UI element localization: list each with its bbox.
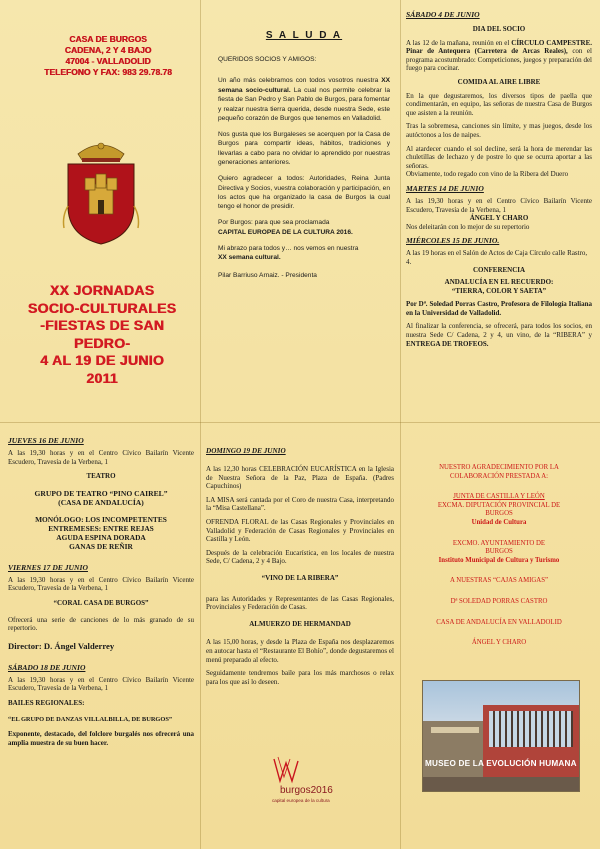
program-text-part: “RIBERA” xyxy=(553,331,585,340)
subheading: ALMUERZO DE HERMANDAD xyxy=(249,619,351,628)
play-item: GANAS DE REÑIR xyxy=(69,541,133,551)
saluda-text: XX semana cultural. xyxy=(218,254,281,262)
program-panel-3 xyxy=(206,447,394,845)
sponsor: A NUESTRAS “CAJAS AMIGAS” xyxy=(449,577,548,585)
play-item: AGUDA ESPINA DORADA xyxy=(56,532,146,542)
sponsor xyxy=(404,502,594,519)
saluda-paragraph: Nos gusta que los Burgaleses se acerquen por la Casa de Burgos para compartir ideas, hábitos, tradiciones y llevarlas a cabo para no olvidar lo aprendido por nuestras generaciones anteriores. xyxy=(218,131,390,167)
program-text: En la que degustaremos, los diversos tipos de paella que condimentarán, en equipo, las señoras de nuestra Casa de Burgos que asisten a la reunión. xyxy=(406,91,592,117)
date-heading: SÁBADO 4 DE JUNIO xyxy=(406,10,480,19)
event-title-line: 2011 xyxy=(86,369,118,386)
fold-line xyxy=(0,422,600,423)
program-text: OFRENDA FLORAL de las Casas Regionales y Provinciales en Valladolid y Federación de Casas Regionales y Provinciales en Castilla y León. xyxy=(206,517,394,544)
program-text: Al atardecer cuando el sol decline, será la hora de merendar las chuletillas de lechazo y de postre lo que se ocurra aportar a las señoras. xyxy=(406,144,592,170)
ground xyxy=(423,777,579,791)
date-heading: SÁBADO 18 DE JUNIO xyxy=(8,662,86,672)
program-text-part: CÍRCULO CAMPESTRE. Pinar de Antequera (Carretera de Arcas Reales), xyxy=(406,38,592,56)
burgos-2016-logo xyxy=(268,755,348,825)
sponsor-line: EXCMO. AYUNTAMIENTO DE xyxy=(452,539,546,547)
saluda-paragraph xyxy=(218,244,390,263)
subheading: COMIDA AL AIRE LIBRE xyxy=(457,77,541,86)
fold-line xyxy=(200,0,201,849)
program-text: Tras la sobremesa, canciones sin límite, y mas juegos, desde los autóctonos a los de naipes. xyxy=(406,122,592,139)
date-heading: MIÉRCOLES 15 DE JUNIO. xyxy=(406,236,500,246)
program-text: A las 19,30 horas y en el Centro Cívico Bailarín Vicente Escudero, Travesía de la Verbena, 1 xyxy=(8,675,194,693)
subheading: CONFERENCIA xyxy=(472,266,526,275)
program-text: Nos deleitarán con lo mejor de su repertorio xyxy=(406,222,530,231)
subheading: ÁNGEL Y CHARO xyxy=(469,214,529,223)
saluda-paragraph xyxy=(218,76,390,123)
saluda-paragraph: Quiero agradecer a todos: Autoridades, Reina Junta Directiva y Socios, vuestra colaboración y participación, en los actos que ha organizado la casa de Burgos la cual tengo el honor de presidir. xyxy=(218,175,390,211)
logo-text: burgos2016 xyxy=(280,785,333,796)
speaker: Por Dª. Soledad Porras Castro, Profesora de Filología Italiana en la Universidad de Valladolid. xyxy=(406,300,592,317)
program-text: A las 15,00 horas, y desde la Plaza de España nos desplazaremos en autocar hasta el “Restaurante El Bohío”, donde degustaremos el menú preparado al efecto. xyxy=(206,638,394,664)
program-text: A las 19 horas en el Salón de Actos de Caja Círculo calle Rastro, 4. xyxy=(406,249,588,266)
saluda-signature: Pilar Barriuso Arnaiz. - Presidenta xyxy=(218,271,317,279)
director: Director: D. Ángel Valderrey xyxy=(8,640,115,651)
saluda-text: Un año más celebramos con todos vosotros nuestra xyxy=(218,77,379,85)
sponsor: CASA DE ANDALUCÍA EN VALLADOLID xyxy=(436,618,562,626)
museum-photo xyxy=(422,680,580,792)
saluda-text: CAPITAL EUROPEA DE LA CULTURA 2016. xyxy=(218,228,353,236)
program-text: A las 12,30 horas CELEBRACIÓN EUCARÍSTICA en la Iglesia de Nuestra Señora de la Paz, Plaza de España. (Padres Capuchinos) xyxy=(206,465,394,491)
saluda-heading: S A L U D A xyxy=(265,30,343,41)
program-text-part: ENTREGA DE TROFEOS. xyxy=(406,339,489,348)
logo-subtext: capital europea de la cultura xyxy=(272,798,330,803)
program-text: Exponente, destacado, del folclore burgalés nos ofrecerá una amplia muestra de su buen hacer. xyxy=(8,730,194,747)
thanks-heading-line: COLABORACIÓN PRESTADA A: xyxy=(449,472,549,480)
sponsor: Dª SOLEDAD PORRAS CASTRO xyxy=(450,597,548,605)
theatre-group xyxy=(8,489,194,507)
building-glass xyxy=(489,711,573,747)
thanks-heading-line: NUESTRO AGRADECIMIENTO POR LA xyxy=(439,464,559,471)
date-heading: DOMINGO 19 DE JUNIO xyxy=(206,447,286,455)
program-text-part: y xyxy=(588,331,592,340)
thanks-heading xyxy=(404,464,594,481)
date-heading: JUEVES 16 DE JUNIO xyxy=(8,436,84,445)
program-panel-1 xyxy=(406,10,592,418)
thanks-panel xyxy=(404,464,594,844)
saluda-text: Mi abrazo para todos y… nos vemos en nuestra xyxy=(218,244,359,252)
sponsor-sub: Unidad de Cultura xyxy=(471,518,527,526)
subheading: DIA DEL SOCIO xyxy=(472,25,526,33)
saluda-greeting: QUERIDOS SOCIOS Y AMIGOS: xyxy=(218,56,317,63)
sponsor-line: BURGOS xyxy=(485,510,513,518)
coat-of-arms-icon xyxy=(58,136,144,248)
program-panel-2 xyxy=(8,436,194,844)
theatre-group-line: GRUPO DE TEATRO “PINO CAIREL” xyxy=(34,488,168,498)
program-text: Obviamente, todo regado con vino de la Ribera del Duero xyxy=(406,170,569,179)
program-text-part: Al finalizar la conferencia, se ofrecerá, para todos los socios, en nuestra Sede C/ Cadena, 2 y 4, un vino, de la xyxy=(406,322,592,340)
event-title-line: -FIESTAS DE SAN PEDRO- xyxy=(39,317,165,351)
sponsor-line: BURGOS xyxy=(485,548,513,556)
theatre-group-line: (CASA DE ANDALUCÍA) xyxy=(58,497,144,507)
play-item: ENTREMESES: ENTRE REJAS xyxy=(48,523,154,533)
sponsor: JUNTA DE CASTILLA Y LEÓN xyxy=(453,493,545,501)
conference-title xyxy=(406,278,592,295)
program-text: Seguidamente tendremos baile para los más marchosos o relax para los que así lo deseen. xyxy=(206,669,394,686)
subheading: “VINO DE LA RIBERA” xyxy=(261,573,339,582)
address-line: CASA DE BURGOS xyxy=(69,34,147,44)
subheading: TEATRO xyxy=(86,472,116,481)
address-line: CADENA, 2 Y 4 BAJO xyxy=(64,45,152,55)
conference-title-line: “TIERRA, COLOR Y SAETA” xyxy=(451,286,547,295)
play-list xyxy=(8,515,194,551)
program-text: Ofrecerá una serie de canciones de lo más granado de su repertorio. xyxy=(8,615,194,633)
event-title-line: SOCIO-CULTURALES xyxy=(27,299,177,316)
program-text: LA MISA será cantada por el Coro de nuestra Casa, interpretando la “Misa Castellana”. xyxy=(206,495,394,513)
sponsor-line: EXCMA. DIPUTACIÓN PROVINCIAL DE xyxy=(437,501,561,509)
subheading: BAILES REGIONALES: xyxy=(8,698,85,707)
sponsor-sub: Instituto Municipal de Cultura y Turismo xyxy=(438,556,560,564)
saluda-paragraph xyxy=(218,218,390,237)
saluda-panel xyxy=(218,30,390,418)
program-text: A las 19,30 horas y en el Centro Cívico Bailarín Vicente Escudero, Travesía de la Verbena, 1 xyxy=(8,575,194,593)
event-title xyxy=(12,282,192,387)
address-line: 47004 - VALLADOLID xyxy=(65,56,151,66)
date-heading: VIERNES 17 DE JUNIO xyxy=(8,562,88,572)
program-text-part: A las 12 de la mañana, reunión en el xyxy=(406,38,510,47)
building-stripe xyxy=(431,727,479,733)
cover-panel xyxy=(8,34,194,414)
burgos-2016-icon xyxy=(272,755,312,785)
conference-title-line: ANDALUCÍA EN EL RECUERDO: xyxy=(444,278,554,287)
saluda-text: La cual nos permite celebrar la fiesta de San Pedro y San Pablo de Burgos, para fomentar y realzar nuestra tierra querida, desde nuestra Sede, este pequeño corazón de Burgos que tenemos en Valladolid. xyxy=(218,86,390,123)
address-block xyxy=(22,34,194,78)
sponsor xyxy=(404,540,594,557)
event-title-line: 4 AL 19 DE JUNIO xyxy=(40,352,164,368)
play-item: MONÓLOGO: LOS INCOMPETENTES xyxy=(35,514,167,524)
program-text xyxy=(406,322,592,348)
museum-sign: MUSEO DE LA EVOLUCIÓN HUMANA xyxy=(425,759,577,768)
fold-line xyxy=(400,0,401,849)
program-text: Después de la celebración Eucarística, en los locales de nuestra Sede, C/ Cadena, 2 y 4 Bajo. xyxy=(206,548,394,566)
event-title-line: XX JORNADAS xyxy=(49,282,155,298)
subheading: “CORAL CASA DE BURGOS” xyxy=(53,598,149,607)
program-text xyxy=(406,39,592,73)
sponsor: ÁNGEL Y CHARO xyxy=(471,639,527,647)
saluda-text: XX semana socio-cultural. xyxy=(218,77,390,94)
program-text: para las Autoridades y Representantes de las Casas Regionales, Provinciales y Federación de Casas. xyxy=(206,594,394,612)
date-heading: MARTES 14 DE JUNIO xyxy=(406,183,484,193)
dance-group: “EL GRUPO DE DANZAS VILLALBILLA, DE BURGOS” xyxy=(8,715,173,723)
saluda-text: Por Burgos: para que sea proclamada xyxy=(218,219,330,227)
program-text: A las 19,30 horas y en el Centro Cívico Bailarín Vicente Escudero, Travesía de la Verbena, 1 xyxy=(406,196,592,214)
address-line: TELEFONO Y FAX: 983 29.78.78 xyxy=(44,67,172,77)
program-text-part: con el programa acostumbrado: Competiciones, juegos y preparación del fuego para cocinar. xyxy=(406,47,592,73)
program-text: A las 19,30 horas y en el Centro Cívico Bailarín Vicente Escudero, Travesía de la Verbena, 1 xyxy=(8,449,194,466)
